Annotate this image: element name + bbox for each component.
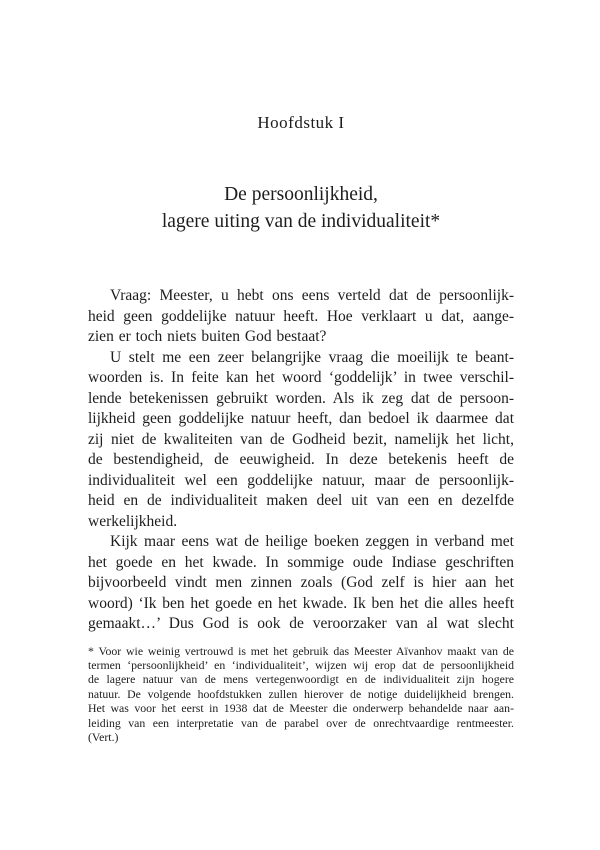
- title-line-2: lagere uiting van de individualiteit*: [161, 211, 441, 232]
- body-text: [88, 286, 514, 635]
- text-line: de bestendigheid, de eeuwigheid. In deze betekenis heeft de: [88, 451, 514, 468]
- text-line: U stelt me een zeer belangrijke vraag die moeilijk te beant-: [110, 348, 514, 366]
- paragraph-question: [88, 286, 514, 348]
- footnote: [88, 644, 514, 745]
- text-line: woorden is. In feite kan het woord ‘goddelijk’ in twee verschil-: [88, 369, 514, 386]
- title-line-1: De persoonlijkheid,: [224, 184, 378, 205]
- text-line: natuur. De volgende hoofdstukken zullen hierover de notige duidelijkheid brengen.: [88, 686, 514, 701]
- text-line: woord) ‘Ik ben het goede en het kwade. Ik ben het die alles heeft: [88, 594, 514, 612]
- text-line: zien er toch niets buiten God bestaat?: [88, 328, 327, 345]
- text-line: lende betekenissen gebruikt worden. Als ik zeg dat de persoon-: [88, 389, 514, 407]
- paragraph-answer-2: [88, 532, 514, 635]
- text-line: heid geen goddelijke natuur heeft. Hoe verklaart u dat, aange-: [88, 307, 514, 325]
- text-line: gemaakt…’ Dus God is ook de veroorzaker van al wat slecht: [88, 615, 514, 632]
- text-line: * Voor wie weinig vertrouwd is met het gebruik das Meester Aïvanhov maakt van de: [88, 643, 514, 658]
- text-line: werkelijkheid.: [88, 512, 178, 530]
- text-line: heid en de individualiteit maken deel uit van een en dezelfde: [88, 492, 514, 509]
- text-line: bijvoorbeeld vindt men zinnen zoals (God zelf is hier aan het: [88, 574, 514, 591]
- chapter-heading: Hoofdstuk I: [257, 113, 345, 132]
- text-line: het goede en het kwade. In sommige oude Indiase geschriften: [88, 553, 514, 571]
- text-line: (Vert.): [88, 729, 119, 744]
- text-line: zij niet de kwaliteiten van de Godheid bezit, namelijk het licht,: [88, 430, 514, 448]
- text-line: termen ‘persoonlijkheid’ en ‘individualiteit’, wijzen wij erop dat de persoonlijkheid: [88, 657, 514, 672]
- text-line: Vraag: Meester, u hebt ons eens verteld dat de persoonlijk-: [110, 287, 514, 304]
- paragraph-answer-1: [88, 348, 514, 533]
- text-line: Kijk maar eens wat de heilige boeken zeggen in verband met: [110, 533, 514, 550]
- text-line: lijkheid geen goddelijke natuur heeft, dan bedoel ik daarmee dat: [88, 410, 514, 427]
- text-line: leiding van een interpretatie van de parabel over de onrechtvaardige rentmeester.: [88, 715, 514, 730]
- text-line: Het was voor het eerst in 1938 dat de Meester die onderwerp behandelde naar aan-: [88, 701, 514, 716]
- text-line: de lagere natuur van de mens vertegenwoordigt en de individualiteit zijn hogere: [88, 672, 514, 687]
- book-title: [88, 181, 514, 235]
- text-line: individualiteit wel een goddelijke natuur, maar de persoonlijk-: [88, 471, 514, 489]
